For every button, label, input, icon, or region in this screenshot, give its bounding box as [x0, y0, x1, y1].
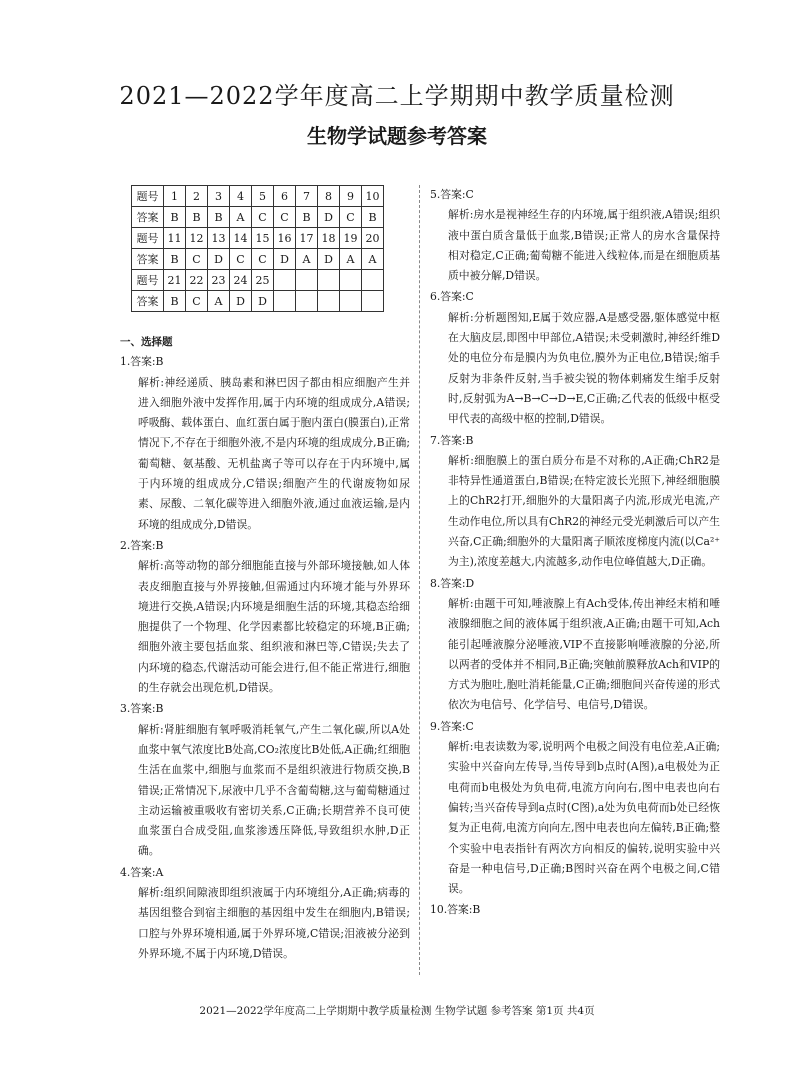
- answer-table-cell: 1: [164, 186, 186, 207]
- answer-table-cell: A: [208, 291, 230, 312]
- answer-table-cell: D: [208, 249, 230, 270]
- column-divider: [419, 185, 420, 975]
- question-answer: 4.答案:A: [120, 865, 164, 879]
- answer-table-cell: [274, 270, 296, 291]
- answer-table-cell: C: [274, 207, 296, 228]
- answer-table-cell: [362, 291, 384, 312]
- question-explanation: 解析:分析题图知,E属于效应器,A是感受器,躯体感觉中枢在大脑皮层,即图中甲部位,A错误;未受刺激时,神经纤维D处的电位分布是膜内为负电位,膜外为正电位,B错误;缩手反射为非条件反射,当手被尖锐的物体刺痛发生缩手反射时,反射弧为A→B→C→D→E,C正确;乙代表的低级中枢受甲代表的高级中枢的控制,D错误。: [448, 310, 720, 426]
- answer-table-row-label: 题号: [132, 228, 164, 249]
- left-column: [120, 332, 410, 965]
- answer-table-row: [132, 186, 384, 207]
- answer-table-cell: [340, 270, 362, 291]
- answer-table-row-label: 答案: [132, 249, 164, 270]
- answer-table-cell: B: [164, 291, 186, 312]
- answer-table-cell: B: [164, 249, 186, 270]
- question-item: [430, 900, 720, 920]
- answer-table-cell: 18: [318, 228, 340, 249]
- question-item: [120, 352, 410, 535]
- question-item: [430, 287, 720, 429]
- answer-table-cell: A: [362, 249, 384, 270]
- question-answer: 9.答案:C: [430, 719, 474, 733]
- answer-table-row: [132, 228, 384, 249]
- answer-table-cell: D: [274, 249, 296, 270]
- answer-table-cell: 25: [252, 270, 274, 291]
- question-explanation: 解析:由题干可知,唾液腺上有Ach受体,传出神经末梢和唾液腺细胞之间的液体属于组织液,A正确;由题干可知,Ach能引起唾液腺分泌唾液,VIP不直接影响唾液腺的分泌,所以两者的受体并不相同,B正确;突触前膜释放Ach和VIP的方式为胞吐,胞吐消耗能量,C正确;细胞间兴奋传递的形式依次为电信号、化学信号、电信号,D错误。: [448, 596, 720, 712]
- question-answer: 5.答案:C: [430, 188, 474, 201]
- answer-table-cell: B: [186, 207, 208, 228]
- answer-table-cell: 7: [296, 186, 318, 207]
- answer-table-row-label: 题号: [132, 186, 164, 207]
- answer-table-cell: 5: [252, 186, 274, 207]
- answer-table-cell: [318, 270, 340, 291]
- question-answer: 10.答案:B: [430, 903, 481, 917]
- page-footer: 2021—2022学年度高二上学期期中教学质量检测 生物学试题 参考答案 第1页 共4页: [199, 1005, 595, 1017]
- answer-table-row-label: 答案: [132, 291, 164, 312]
- page-subtitle: 生物学试题参考答案: [307, 124, 487, 148]
- answer-table-row: [132, 249, 384, 270]
- answer-table-row: [132, 207, 384, 228]
- answer-table-cell: D: [318, 249, 340, 270]
- answer-table-cell: C: [186, 249, 208, 270]
- answer-table-cell: [296, 270, 318, 291]
- answer-table-cell: B: [208, 207, 230, 228]
- question-item: [430, 717, 720, 900]
- answer-table-cell: B: [164, 207, 186, 228]
- answer-table-cell: 8: [318, 186, 340, 207]
- answer-table-cell: C: [340, 207, 362, 228]
- answer-table-row: [132, 270, 384, 291]
- answer-table-cell: 16: [274, 228, 296, 249]
- answer-table-cell: 14: [230, 228, 252, 249]
- question-answer: 7.答案:B: [430, 433, 474, 447]
- answer-table-row-label: 题号: [132, 270, 164, 291]
- answer-table-cell: 19: [340, 228, 362, 249]
- answer-table-cell: D: [318, 207, 340, 228]
- question-explanation: 解析:细胞膜上的蛋白质分布是不对称的,A正确;ChR2是非特异性通道蛋白,B错误;在特定波长光照下,神经细胞膜上的ChR2打开,细胞外的大量阳离子内流,形成光电流,产生动作电位,所以具有ChR2的神经元受光刺激后可以产生兴奋,C正确;细胞外的大量阳离子顺浓度梯度内流(以Ca²⁺为主),浓度差越大,内流越多,动作电位峰值越大,D正确。: [448, 453, 720, 569]
- question-explanation: 解析:电表读数为零,说明两个电极之间没有电位差,A正确;实验中兴奋向左传导,当传导到b点时(A图),a电极处为正电荷而b电极处为负电荷,电流方向向右,图中电表也向右偏转;当兴奋传导到a点时(C图),a处为负电荷而b处已经恢复为正电荷,电流方向向左,图中电表也向左偏转,B正确;整个实验中电表指针有两次方向相反的偏转,说明实验中兴奋是一种电信号,D正确;B图时兴奋在两个电极之间,C错误。: [448, 740, 720, 896]
- answer-table-row-label: 答案: [132, 207, 164, 228]
- answer-table-cell: [318, 291, 340, 312]
- answer-table-cell: 6: [274, 186, 296, 207]
- answer-table-cell: 21: [164, 270, 186, 291]
- question-explanation: 解析:肾脏细胞有氧呼吸消耗氧气,产生二氧化碳,所以A处血浆中氧气浓度比B处高,CO₂浓度比B处低,A正确;红细胞生活在血浆中,细胞与血浆而不是组织液进行物质交换,B错误;正常情况下,尿液中几乎不含葡萄糖,这与葡萄糖通过主动运输被重吸收有密切关系,C正确;长期营养不良可使血浆蛋白合成受阻,血浆渗透压降低,导致组织水肿,D正确。: [138, 722, 410, 858]
- answer-table-cell: C: [252, 249, 274, 270]
- question-item: [120, 863, 410, 964]
- answer-table-row: [132, 291, 384, 312]
- question-answer: 2.答案:B: [120, 538, 164, 552]
- question-explanation: 解析:高等动物的部分细胞能直接与外部环境接触,如人体表皮细胞直接与外界接触,但需通过内环境才能与外界环境进行交换,A错误;内环境是细胞生活的环境,其稳态给细胞提供了一个物理、化学因素都比较稳定的环境,B正确;细胞外液主要包括血浆、组织液和淋巴等,C错误;失去了内环境的稳态,代谢活动可能会进行,但不能正常进行,细胞的生存就会出现危机,D错误。: [138, 559, 410, 695]
- answer-table-cell: 20: [362, 228, 384, 249]
- answer-table-cell: D: [230, 291, 252, 312]
- answer-table-cell: A: [296, 249, 318, 270]
- answer-table-cell: C: [186, 291, 208, 312]
- question-answer: 3.答案:B: [120, 702, 164, 716]
- right-column: [430, 185, 720, 922]
- question-explanation: 解析:神经递质、胰岛素和淋巴因子都由相应细胞产生并进入细胞外液中发挥作用,属于内环境的组成成分,A错误;呼吸酶、载体蛋白、血红蛋白属于胞内蛋白(膜蛋白),正常情况下,不存在于细胞外液,不是内环境的组成成分,B正确;葡萄糖、氨基酸、无机盐离子等可以存在于内环境中,属于内环境的组成成分,C错误;细胞产生的代谢废物如尿素、尿酸、二氧化碳等进入细胞外液,通过血液运输,是内环境的组成成分,D错误。: [138, 375, 410, 531]
- answer-table-cell: 13: [208, 228, 230, 249]
- question-explanation: 解析:组织间隙液即组织液属于内环境组分,A正确;病毒的基因组整合到宿主细胞的基因组中发生在细胞内,B错误;口腔与外界环境相通,属于外界环境,C错误;泪液被分泌到外界环境,不属于内环境,D错误。: [138, 886, 410, 960]
- answer-table-cell: 11: [164, 228, 186, 249]
- question-item: [430, 431, 720, 573]
- answer-table-cell: 12: [186, 228, 208, 249]
- answer-table-cell: 3: [208, 186, 230, 207]
- question-item: [430, 185, 720, 286]
- question-explanation: 解析:房水是视神经生存的内环境,属于组织液,A错误;组织液中蛋白质含量低于血浆,B错误;正常人的房水含量保持相对稳定,C正确;葡萄糖不能进入线粒体,而是在细胞质基质中被分解,D错误。: [448, 208, 720, 283]
- answer-table-cell: [274, 291, 296, 312]
- question-item: [120, 536, 410, 698]
- answer-table-cell: 9: [340, 186, 362, 207]
- answer-table-cell: [362, 270, 384, 291]
- answer-table-cell: 15: [252, 228, 274, 249]
- answer-table-cell: C: [230, 249, 252, 270]
- question-answer: 8.答案:D: [430, 576, 475, 590]
- answer-table-cell: 22: [186, 270, 208, 291]
- page-title: 2021—2022学年度高二上学期期中教学质量检测: [119, 82, 675, 110]
- answer-table: [131, 185, 384, 312]
- answer-table-cell: [296, 291, 318, 312]
- answer-table-cell: B: [362, 207, 384, 228]
- answer-table-cell: 23: [208, 270, 230, 291]
- answer-table-cell: 10: [362, 186, 384, 207]
- answer-table-cell: 4: [230, 186, 252, 207]
- question-item: [120, 699, 410, 861]
- answer-table-cell: 24: [230, 270, 252, 291]
- question-answer: 6.答案:C: [430, 290, 474, 304]
- answer-table-cell: A: [230, 207, 252, 228]
- answer-table-cell: [340, 291, 362, 312]
- answer-table-cell: 17: [296, 228, 318, 249]
- answer-table-cell: A: [340, 249, 362, 270]
- answer-table-cell: D: [252, 291, 274, 312]
- question-answer: 1.答案:B: [120, 355, 164, 369]
- answer-table-cell: C: [252, 207, 274, 228]
- answer-table-cell: 2: [186, 186, 208, 207]
- answer-table-cell: B: [296, 207, 318, 228]
- section-title: 一、选择题: [120, 336, 173, 348]
- question-item: [430, 574, 720, 716]
